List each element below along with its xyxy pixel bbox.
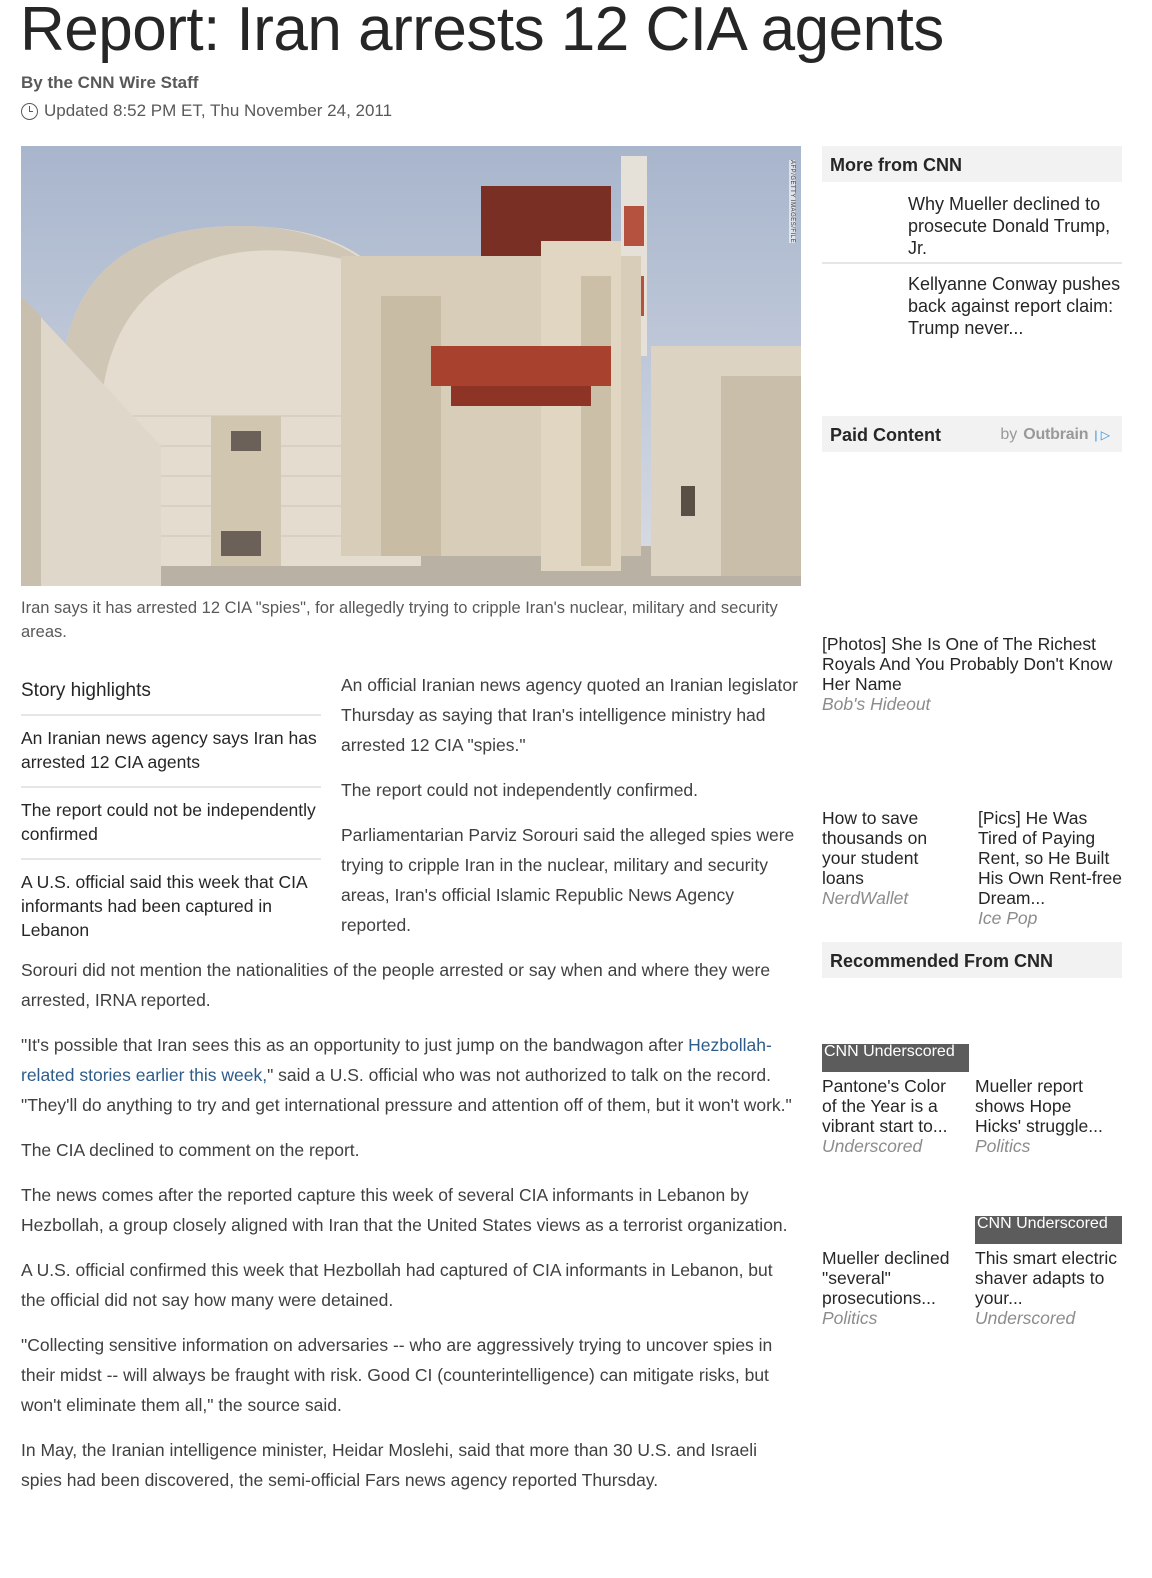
recommended-title: Mueller declined "several" prosecutions... [822,1248,950,1308]
clock-icon [21,103,38,120]
recommended-source: Politics [822,1308,878,1328]
paragraph: "Collecting sensitive information on adversaries -- who are aggressively trying to uncover spies in their midst -- will always be fraught with risk. Good CI (counterintelligence) can mitigate risks, but won't eliminate them all," the source said. [21,1335,773,1415]
image-caption: Iran says it has arrested 12 CIA "spies", for allegedly trying to cripple Iran's nuclear, military and security areas. [21,599,778,641]
updated-timestamp [21,101,392,121]
nuclear-plant-illustration [21,146,801,586]
recommended-item[interactable] [822,1076,962,1156]
paragraph: A U.S. official confirmed this week that Hezbollah had captured of CIA informants in Lebanon, but the official did not say how many were detained. [21,1260,773,1310]
updated-text: Updated 8:52 PM ET, Thu November 24, 2011 [44,101,393,120]
highlight-item: The report could not be independently confirmed [21,788,321,860]
sponsored-title: [Photos] She Is One of The Richest Royals And You Probably Don't Know Her Name [822,634,1113,694]
paragraph: Sorouri did not mention the nationalities of the people arrested or say when and where they were arrested, IRNA reported. [21,960,771,1010]
recommended-title: Mueller report shows Hope Hicks' struggle... [975,1076,1103,1136]
sponsored-item[interactable] [978,808,1122,928]
cnn-underscored-badge: CNN Underscored [975,1216,1122,1244]
recommended-item[interactable] [822,1248,962,1328]
recommended-item[interactable] [975,1076,1122,1156]
recommended-item[interactable] [975,1248,1122,1328]
article-body [21,670,801,1510]
more-from-cnn-header [822,146,1122,182]
paragraph: An official Iranian news agency quoted an Iranian legislator Thursday as saying that Iran's intelligence ministry had arrested 12 CIA "spies." [341,675,798,755]
byline: By the CNN Wire Staff [21,73,199,92]
adchoices-icon[interactable]: | ▷ [1094,428,1110,442]
highlight-item: A U.S. official said this week that CIA informants had been captured in Lebanon [21,872,307,940]
highlight-item: An Iranian news agency says Iran has arrested 12 CIA agents [21,716,321,788]
recommended-title: Pantone's Color of the Year is a vibrant start to... [822,1076,948,1136]
paragraph [21,1030,801,1120]
sponsored-source: Bob's Hideout [822,694,931,714]
hero-image[interactable] [21,146,801,586]
recommended-title: This smart electric shaver adapts to your... [975,1248,1117,1308]
image-credit: AFP/GETTY IMAGES/FILE [789,160,795,244]
story-highlights-title: Story highlights [21,680,321,716]
hezbollah-stories-link[interactable]: Hezbollah-related stories earlier this week, [21,1035,772,1085]
by-label: by [1000,426,1018,443]
paragraph: The CIA declined to comment on the report. [21,1140,360,1160]
article-headline: Report: Iran arrests 12 CIA agents [20,0,944,64]
cnn-underscored-badge: CNN Underscored [822,1044,969,1072]
paragraph: The report could not independently confirmed. [341,780,699,800]
sponsored-item[interactable] [822,634,1122,714]
quote-end: " said a U.S. official who was not authorized to talk on the record. "They'll do anything to try and get international pressure and attention off of them, but it won't work." [21,1065,792,1115]
more-from-cnn-title: More from CNN [822,146,1122,182]
paragraph: In May, the Iranian intelligence minister, Heidar Moslehi, said that more than 30 U.S. and Israeli spies had been discovered, the semi-official Fars news agency reported Thursday. [21,1440,758,1490]
paid-content-header [822,416,1122,452]
paragraph: Parliamentarian Parviz Sorouri said the alleged spies were trying to cripple Iran in the nuclear, military and security areas, Iran's official Islamic Republic News Agency reported. [341,825,795,935]
more-from-cnn-item[interactable]: Why Mueller declined to prosecute Donald Trump, Jr. [908,194,1111,258]
outbrain-logo: Outbrain [1023,426,1089,443]
recommended-header [822,942,1122,978]
divider [822,262,1122,264]
quote-start: "It's possible that Iran sees this as an opportunity to just jump on the bandwagon after [21,1035,689,1055]
recommended-source: Underscored [822,1136,923,1156]
outbrain-attribution[interactable] [1000,426,1110,444]
more-from-cnn-item[interactable]: Kellyanne Conway pushes back against report claim: Trump never... [908,274,1121,338]
sponsored-title: How to save thousands on your student loans [822,808,928,888]
paid-content-title-bar [822,416,1122,452]
sponsored-title: [Pics] He Was Tired of Paying Rent, so He Built His Own Rent-free Dream... [978,808,1122,908]
recommended-source: Underscored [975,1308,1076,1328]
paragraph: The news comes after the reported capture this week of several CIA informants in Lebanon by Hezbollah, a group closely aligned with Iran that the United States views as a terrorist organization. [21,1185,788,1235]
recommended-source: Politics [975,1136,1031,1156]
sponsored-source: NerdWallet [822,888,909,908]
sponsored-source: Ice Pop [978,908,1038,928]
sponsored-item[interactable] [822,808,962,908]
paid-content-title: Paid Content [830,425,941,445]
recommended-title: Recommended From CNN [822,942,1122,978]
